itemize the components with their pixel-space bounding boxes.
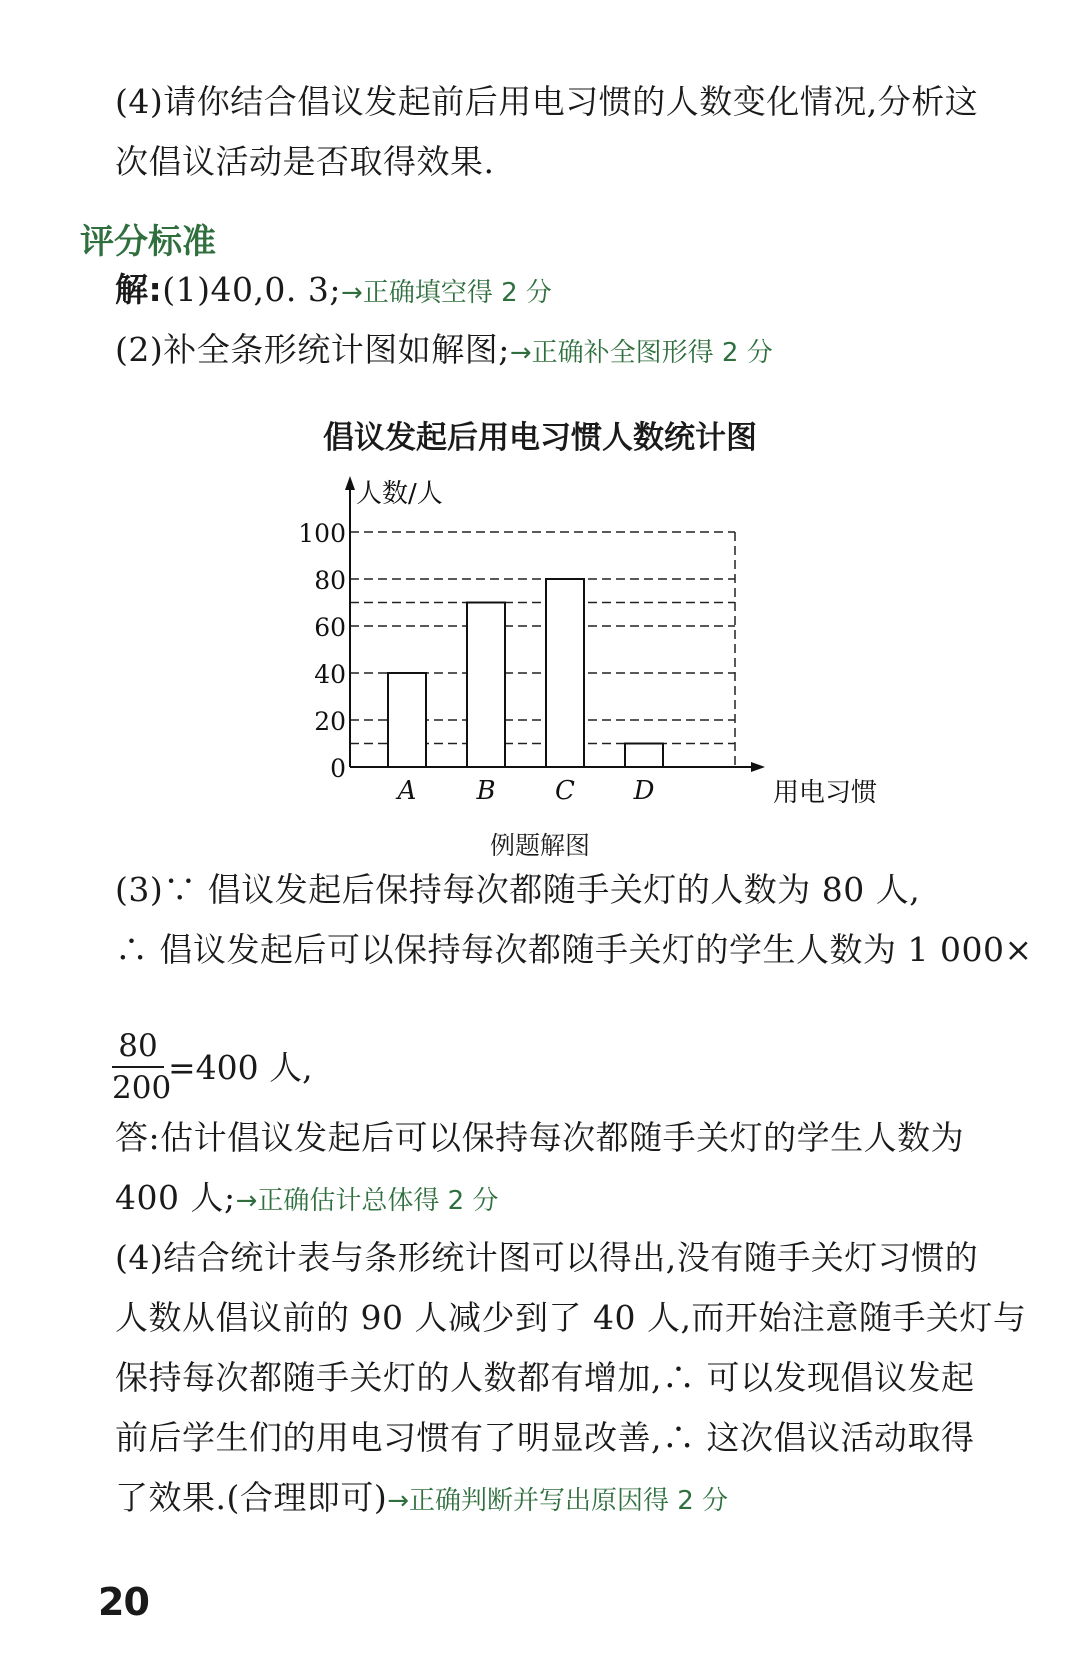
x-tick-label-D: D [633, 776, 655, 806]
answer-3-line-1: (3)∵ 倡议发起后保持每次都随手关灯的人数为 80 人, [115, 870, 921, 909]
x-tick-label-B: B [476, 776, 496, 806]
answer-3-line-5 [115, 1178, 498, 1221]
y-tick-label: 0 [330, 754, 346, 783]
answer-3-line-5-text: 400 人; [115, 1178, 236, 1217]
chart-caption: 例题解图 [489, 831, 590, 860]
answer-3-score-note: →正确估计总体得 2 分 [235, 1186, 499, 1216]
answer-4-line-5-text: 了效果.(合理即可) [115, 1478, 388, 1517]
x-axis-arrow [751, 762, 765, 772]
answer-1-text: (1)40,0. 3; [162, 270, 342, 309]
page-number: 20 [98, 1580, 149, 1624]
x-tick-label-A: A [397, 776, 417, 806]
answer-3-line-4: 答:估计倡议发起后可以保持每次都随手关灯的学生人数为 [115, 1118, 965, 1157]
bar-B [467, 603, 505, 768]
y-tick-label: 40 [314, 660, 346, 689]
y-tick-label: 60 [314, 613, 346, 642]
answer-4-score-note: →正确判断并写出原因得 2 分 [387, 1486, 729, 1516]
x-axis-label: 用电习惯 [773, 778, 878, 808]
answer-label: 解: [115, 270, 163, 309]
scoring-standard-heading: 评分标准 [80, 222, 216, 262]
fraction-numerator: 80 [112, 1026, 164, 1068]
y-axis-arrow [345, 476, 355, 490]
answer-2-text: (2)补全条形统计图如解图; [115, 330, 510, 369]
answer-4-line-4: 前后学生们的用电习惯有了明显改善,∴ 这次倡议活动取得 [115, 1418, 975, 1457]
answer-1-score-note: →正确填空得 2 分 [341, 278, 552, 308]
answer-4-line-3: 保持每次都随手关灯的人数都有增加,∴ 可以发现倡议发起 [115, 1358, 975, 1397]
chart-title: 倡议发起后用电习惯人数统计图 [323, 420, 757, 456]
bar-C [546, 579, 584, 767]
question-4-line-2: 次倡议活动是否取得效果. [115, 142, 495, 181]
y-axis-label: 人数/人 [356, 479, 443, 509]
answer-4-line-2: 人数从倡议前的 90 人减少到了 40 人,而开始注意随手关灯与 [115, 1298, 1027, 1337]
answer-4-line-5 [115, 1478, 728, 1521]
y-tick-label: 20 [314, 707, 346, 736]
bar-D [625, 744, 663, 768]
answer-4-line-1: (4)结合统计表与条形统计图可以得出,没有随手关灯习惯的 [115, 1238, 979, 1277]
fraction-result: =400 人, [168, 1048, 313, 1087]
bar-A [388, 673, 426, 767]
question-4-line-1: (4)请你结合倡议发起前后用电习惯的人数变化情况,分析这 [115, 82, 979, 121]
answer-3-line-2: ∴ 倡议发起后可以保持每次都随手关灯的学生人数为 1 000× [115, 930, 1033, 969]
answer-2-score-note: →正确补全图形得 2 分 [509, 338, 773, 368]
fraction-denominator: 200 [112, 1070, 172, 1106]
y-tick-label: 100 [298, 519, 346, 548]
y-tick-label: 80 [314, 566, 346, 595]
fraction [112, 1026, 172, 1108]
x-tick-label-C: C [555, 776, 575, 806]
